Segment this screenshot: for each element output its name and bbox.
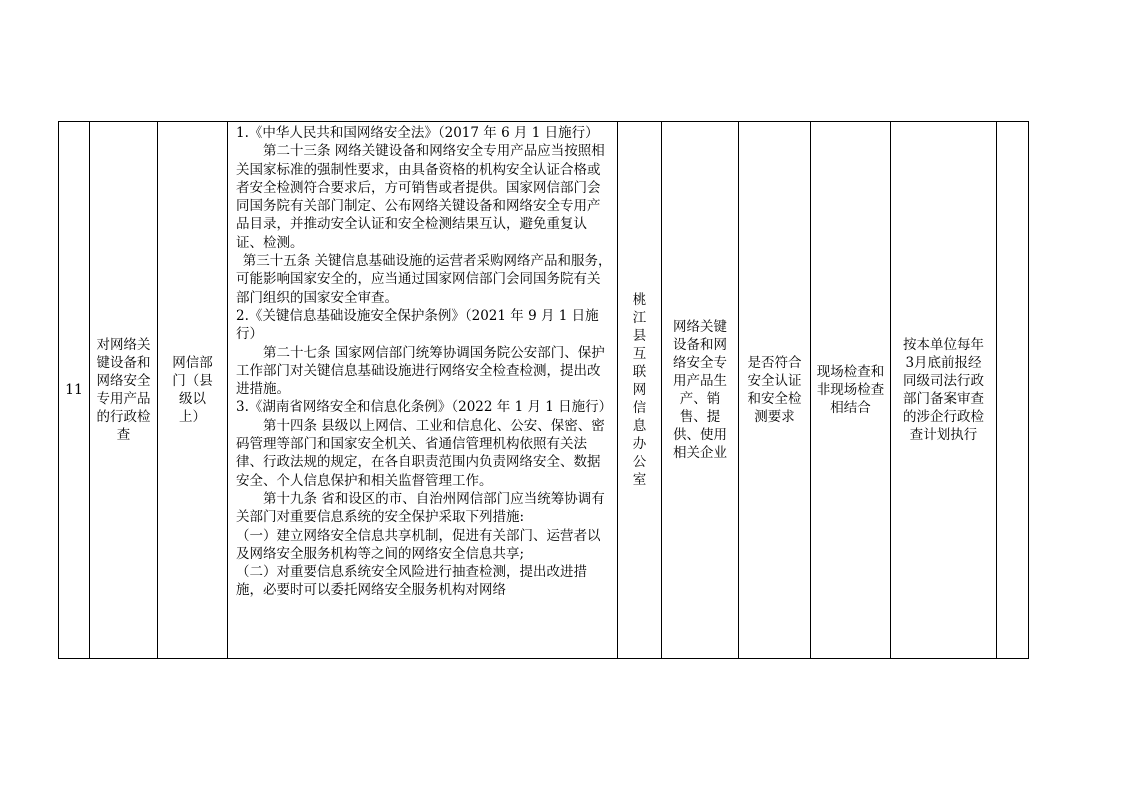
law-paragraph: （二）对重要信息系统安全风险进行抽查检测，提出改进措施，必要时可以委托网络安全服务机构对网络 [236,564,587,599]
law-paragraph: 第十四条 县级以上网信、工业和信息化、公安、保密、密码管理等部门和国家安全机关、省通信管理机构依照有关法律、行政法规的规定，在各自职责范围内负责网络安全、数据安全、个人信息保护和相关监督管理工作。 [236,417,605,489]
row-number-cell [59,122,90,659]
inspection-object-cell [662,122,739,659]
law-paragraph: （一）建立网络安全信息共享机制，促进有关部门、运营者以及网络安全服务机构等之间的网络安全信息共享; [236,527,601,562]
inspection-method-cell [811,122,891,659]
remarks-cell [997,122,1029,659]
item-name: 对网络关键设备和网络安全专用产品的行政检查 [96,337,151,443]
item-name-cell [90,122,158,659]
inspection-table [58,121,1029,659]
law-paragraph: 第十九条 省和设区的市、自治州网信部门应当统筹协调有关部门对重要信息系统的安全保护采取下列措施: [236,490,605,526]
implementing-body-cell [618,122,662,659]
inspection-content-cell [739,122,811,659]
inspection-method: 现场检查和非现场检查相结合 [816,364,885,416]
law-paragraph: 3.《湖南省网络安全和信息化条例》（2022 年 1 月 1 日施行） [236,399,613,416]
implementing-body: 桃江县互联网信息办公室 [632,292,647,488]
department-cell [158,122,228,659]
law-paragraph: 第二十七条 国家网信部门统筹协调国务院公安部门、保护工作部门对关键信息基础设施进行网络安全检查检测，提出改进措施。 [236,344,605,398]
law-paragraph: 2.《关键信息基础设施安全保护条例》（2021 年 9 月 1 日施行） [236,307,599,343]
inspection-frequency: 按本单位每年3月底前报经同级司法行政部门备案审查的涉企行政检查计划执行 [903,337,984,443]
table-row [59,122,1029,659]
inspection-content: 是否符合安全认证和安全检测要求 [747,355,802,425]
law-basis-cell [228,122,618,659]
row-number: 11 [65,382,83,398]
law-paragraph: 1.《中华人民共和国网络安全法》（2017 年 6 月 1 日施行） [236,125,599,141]
law-paragraph: 第三十五条 关键信息基础设施的运营者采购网络产品和服务，可能影响国家安全的，应当通过国家网信部门会同国务院有关部门组织的国家安全审查。 [236,253,612,306]
law-basis-text [228,122,617,658]
inspection-object: 网络关键设备和网络安全专用产品生产、销售、提供、使用相关企业 [673,319,727,461]
law-paragraph: 第二十三条 网络关键设备和网络安全专用产品应当按照相关国家标准的强制性要求，由具备资格的机构安全认证合格或者安全检测符合要求后，方可销售或者提供。国家网信部门会同国务院有关部门制定、公布网络关键设备和网络安全专用产品目录，并推动安全认证和安全检测结果互认，避免重复认证、检测。 [236,143,605,251]
frequency-cell [891,122,997,659]
department: 网信部门（县级以上） [172,355,213,425]
